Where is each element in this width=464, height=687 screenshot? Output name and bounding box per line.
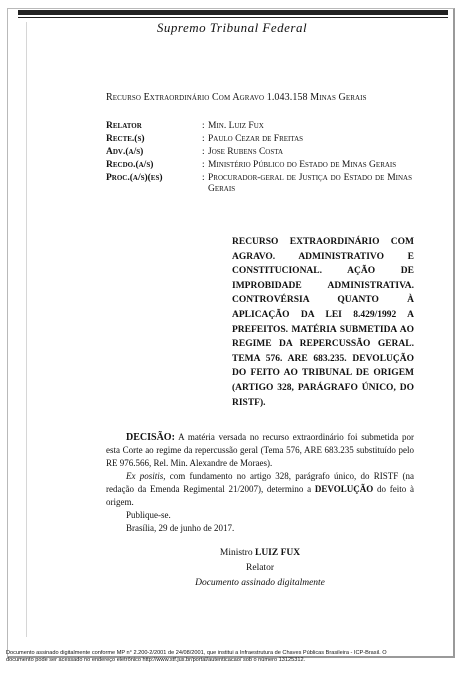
- signature-name: LUIZ FUX: [254, 548, 301, 558]
- party-value: Procurador-geral de Justiça do Estado de Minas Gerais: [208, 173, 412, 194]
- party-value: Paulo Cezar de Freitas: [208, 134, 304, 144]
- ex-positis: Ex positis: [126, 471, 164, 481]
- publique-se: Publique-se.: [126, 510, 171, 520]
- party-sep: :: [202, 134, 205, 144]
- party-row-recte: [106, 134, 412, 145]
- signature-role: Relator: [246, 563, 274, 573]
- party-sep: :: [202, 173, 205, 183]
- decision-label: DECISÃO:: [126, 432, 175, 443]
- decision-paragraph-1: [106, 431, 414, 470]
- party-value: Min. Luiz Fux: [208, 121, 264, 131]
- header-rule-thin: [18, 17, 448, 18]
- footer-note: [6, 650, 458, 664]
- footer-line-1: Documento assinado digitalmente conforme MP n° 2.200-2/2001 de 24/08/2001, que institui a Infraestrutura de Chaves Públicas Brasileira - ICP-Brasil. O: [6, 650, 387, 656]
- parties-block: [106, 121, 412, 197]
- signature-line: [106, 548, 414, 558]
- party-key: Recte.(s): [106, 134, 145, 144]
- party-row-adv: [106, 147, 412, 158]
- party-value: Jose Rubens Costa: [208, 147, 284, 157]
- signature-note: Documento assinado digitalmente: [195, 578, 325, 588]
- party-sep: :: [202, 121, 205, 131]
- party-row-proc: [106, 173, 412, 195]
- decision-text: [106, 431, 414, 535]
- party-key: Adv.(a/s): [106, 147, 144, 157]
- decision-text-1: A matéria versada no recurso extraordinário foi submetida por esta Corte ao regime da repercussão geral (Tema 576, ARE 683.235 substituído pelo RE 976.566, Rel. Min. Alexandre de Moraes).: [106, 432, 414, 468]
- party-sep: :: [202, 160, 205, 170]
- header-rule: [18, 10, 448, 15]
- party-sep: :: [202, 147, 205, 157]
- ementa: RECURSO EXTRAORDINÁRIO COM AGRAVO. ADMINISTRATIVO E CONSTITUCIONAL. AÇÃO DE IMPROBIDADE ADMINISTRATIVA. CONTROVÉRSIA QUANTO À APLICAÇÃO DA LEI 8.429/1992 A PREFEITOS. MATÉRIA SUBMETIDA AO REGIME DA REPERCUSSÃO GERAL. TEMA 576. ARE 683.235. DEVOLUÇÃO DO FEITO AO TRIBUNAL DE ORIGEM (ARTIGO 328, PARÁGRAFO ÚNICO, DO RISTF).: [232, 237, 414, 408]
- signature-prefix: Ministro: [219, 548, 255, 558]
- decision-text-2a: , com fundamento no artigo 328, parágrafo único, do RISTF (na redação da Emenda Regimental 21/2007), determino a: [106, 471, 415, 494]
- devolucao: DEVOLUÇÃO: [314, 484, 374, 494]
- case-title: Recurso Extraordinário Com Agravo 1.043.158 Minas Gerais: [106, 92, 367, 103]
- decision-paragraph-2: [106, 470, 414, 509]
- decision-text-2b: do feito à origem.: [106, 484, 414, 507]
- footer-line-2: documento pode ser acessado no endereço eletrônico http://www.stf.jus.br/portal/autenticacao/ sob o número 13125312.: [6, 657, 306, 663]
- court-name: Supremo Tribunal Federal: [156, 20, 308, 35]
- party-key: Recdo.(a/s): [106, 160, 154, 170]
- decision-date: Brasília, 29 de junho de 2017.: [126, 523, 235, 533]
- party-row-relator: [106, 121, 412, 132]
- party-key: Proc.(a/s)(es): [106, 173, 163, 183]
- party-value: Ministério Público do Estado de Minas Gerais: [208, 160, 397, 170]
- party-row-recdo: [106, 160, 412, 171]
- margin-line: [26, 22, 27, 637]
- party-key: Relator: [106, 121, 142, 131]
